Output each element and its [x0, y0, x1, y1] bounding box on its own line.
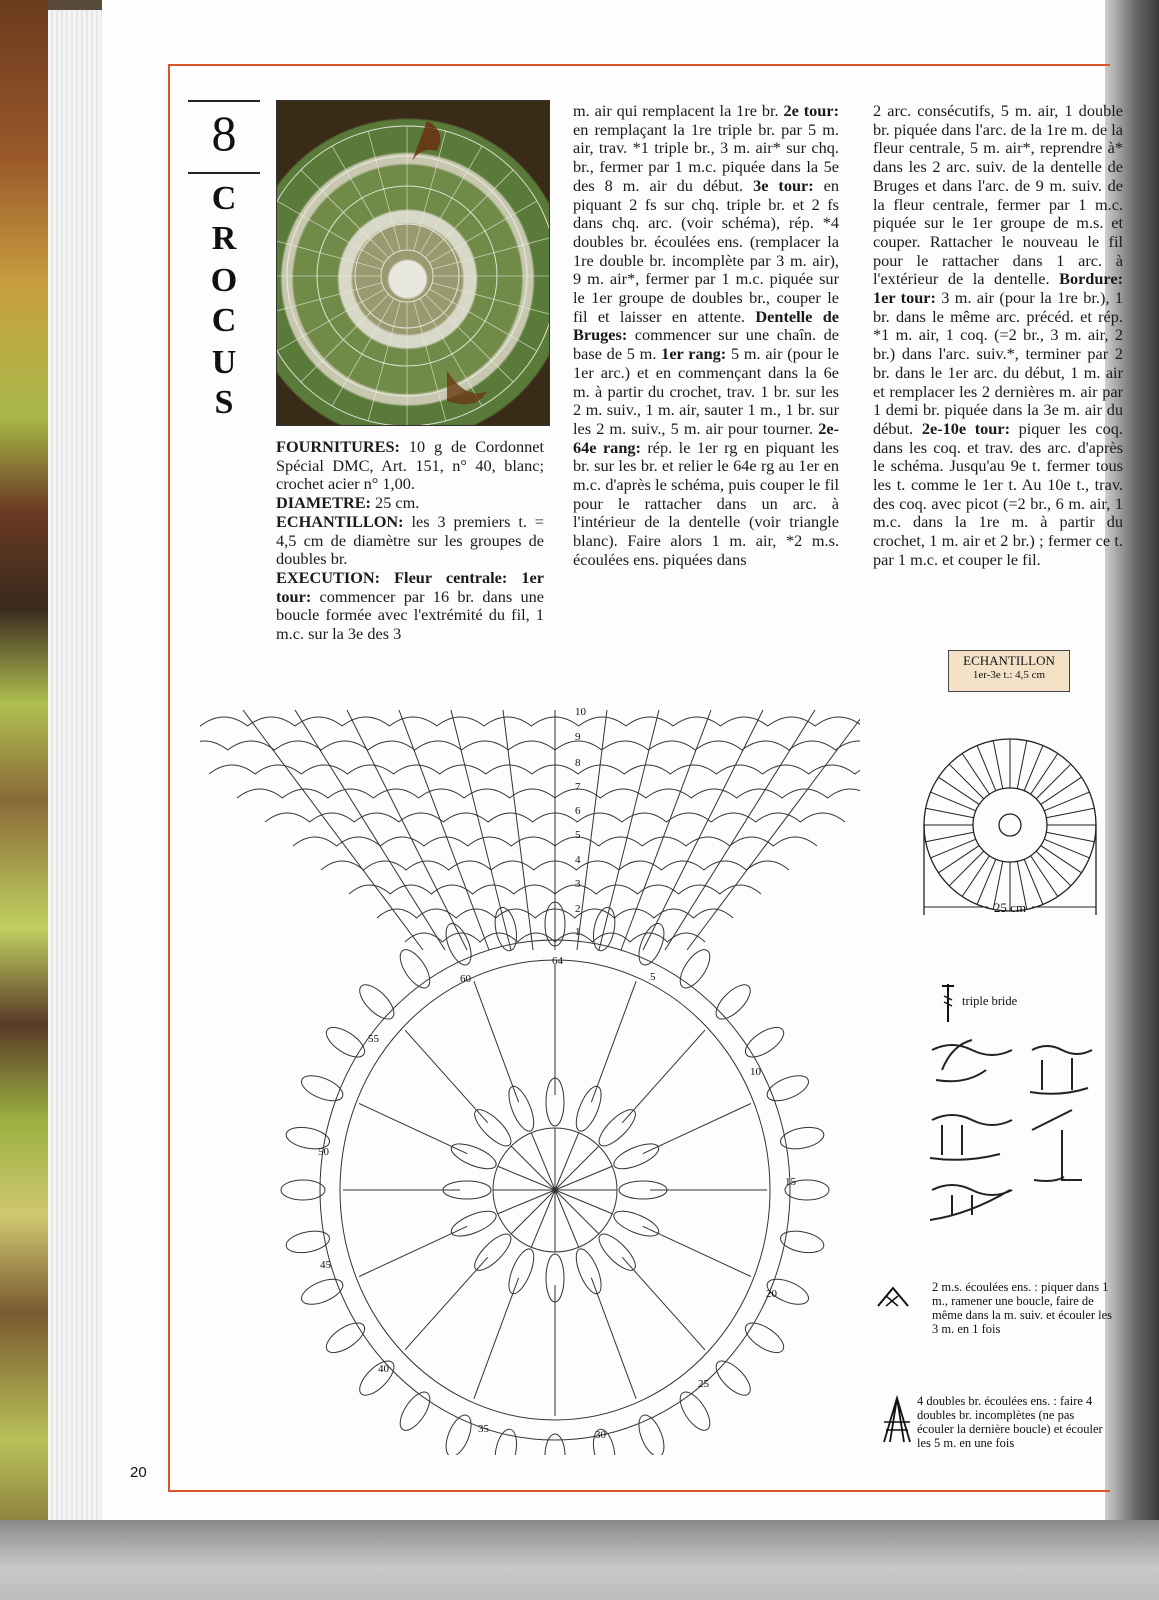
- col2-text: rép. le 1er rg en piquant les br. sur les br. et relier le 64e rg au 1er en m.c. d'après le schéma, puis couper le fil pour le rattacher dans un arc. à l'intérieur de la dentelle (voir triangle blanc). Faire alors 1 m. air, *2 m.s. écoulées ens. piquées dans: [573, 437, 839, 569]
- fan-bride-column: [295, 710, 445, 950]
- photo-lace-spoke: [277, 237, 382, 269]
- number-rule-top: [188, 100, 260, 102]
- photo-lace-spoke: [332, 299, 394, 406]
- lace-loop: [545, 1434, 565, 1455]
- title-letter: S: [214, 384, 234, 421]
- fan-bride-column: [665, 710, 815, 950]
- lace-loop: [711, 1355, 756, 1400]
- flower-petal: [504, 1246, 539, 1297]
- col2-text: commencer sur une chaîn. de base de 5 m.: [573, 325, 839, 364]
- lace-loop: [674, 945, 715, 993]
- instructions-column-3: [873, 102, 1123, 622]
- flower-petal: [469, 1104, 516, 1151]
- diameter-spoke: [993, 741, 1003, 789]
- photo-lace-spoke: [414, 301, 446, 421]
- web-chain: [643, 1104, 751, 1154]
- photo-lace-spoke: [430, 289, 537, 351]
- triple-bride-label: triple bride: [962, 994, 1018, 1008]
- flower-petal: [448, 1139, 499, 1174]
- triple-bride-icon: [938, 982, 958, 1024]
- flower-stitch: [511, 1190, 555, 1234]
- title-letter: C: [211, 302, 237, 339]
- chart-ring-label: 30: [595, 1429, 606, 1441]
- pattern-number: 8: [211, 105, 237, 161]
- chart-row-label: 3: [575, 878, 581, 890]
- fournitures-text: 10 g de Cordonnet Spécial DMC, Art. 151, n° 40, blanc; crochet acier n° 1,00.: [276, 437, 544, 494]
- web-chain: [474, 981, 519, 1102]
- materials-column: [276, 438, 544, 644]
- chart-ring-label: 55: [368, 1033, 379, 1045]
- tour1-text: commencer par 16 br. dans une boucle formée avec l'extrémité du fil, 1 m.c. sur la 3e des 3: [276, 586, 544, 644]
- lace-loop: [298, 1071, 346, 1106]
- flower-stitch: [511, 1146, 555, 1190]
- web-chain: [591, 1278, 636, 1399]
- web-chain: [643, 1226, 751, 1276]
- chart-ring-label: 25: [698, 1378, 709, 1390]
- photo-lace-spoke: [301, 170, 389, 258]
- diameter-spoke: [1041, 777, 1082, 804]
- chart-ring-label: 35: [478, 1423, 489, 1435]
- diameter-spoke: [949, 851, 984, 886]
- fan-bride-column: [243, 710, 423, 950]
- diametre-label: DIAMETRE:: [276, 493, 371, 513]
- diameter-spoke: [1017, 741, 1027, 789]
- diameter-spoke: [949, 764, 984, 799]
- lace-loop: [322, 1022, 370, 1063]
- lace-loop: [779, 1124, 826, 1152]
- col3-text: 2 arc. consécutifs, 5 m. air, 1 double br. piquée dans l'arc. de la 1re m. de la fleur centrale, 5 m. air*, reprendre à* dans les 2 arc. suiv. de la dentelle de Bruges et dans l'arc. de 9 m. suiv. de la fleur centrale, fermer par 1 m.c. piquée sur le 1er groupe de m.s. et couper. Rattacher le nouveau le fil pour le rattacher dans 1 arc. à l'extérieur de la dentelle.: [873, 102, 1123, 289]
- flower-stitch: [555, 1190, 599, 1234]
- lace-loop: [741, 1022, 789, 1063]
- diameter-spoke: [1036, 764, 1071, 799]
- chart-ring-label: 10: [750, 1066, 761, 1078]
- chart-row-label: 9: [575, 731, 581, 743]
- photo-lace-spoke: [277, 201, 384, 263]
- col3-text: piquer les coq. dans les coq. et trav. des arc. d'après le schéma. Jusqu'au 9e t. fermer tous les t. comme le 1er t. Au 10e t., trav. des coq. avec picot (=2 br., 6 m. air, 1 m.c. dans la 1re m. à partir du crochet, 1 m. air et 2 br.) ; fermer ce t. par 1 m.c. et couper le fil.: [873, 418, 1123, 569]
- chart-ring-label: 64: [552, 955, 563, 967]
- diameter-spoke: [1031, 856, 1058, 897]
- fan-chain-row: [200, 717, 860, 726]
- lace-loop: [354, 979, 399, 1024]
- chart-ring-label: 45: [320, 1259, 331, 1271]
- fan-bride-column: [643, 710, 763, 950]
- lace-loop: [634, 920, 669, 968]
- web-chain: [622, 1257, 705, 1350]
- title-letter: U: [211, 344, 237, 381]
- diameter-spoke: [1024, 746, 1043, 791]
- flower-petal: [469, 1229, 516, 1276]
- lace-loop: [741, 1317, 789, 1358]
- lace-loop: [394, 1387, 435, 1435]
- tour1-label: 1er tour:: [276, 567, 544, 606]
- fan-chain-row: [237, 789, 860, 798]
- col2-bruges-label: Dentelle de Bruges:: [573, 306, 839, 345]
- crochet-chart-diagram: [200, 680, 860, 1455]
- flower-stitch: [555, 1146, 599, 1190]
- photo-lace-spoke: [430, 201, 537, 263]
- col2-rang1-label: 1er rang:: [661, 344, 727, 364]
- two-ms-legend-text: 2 m.s. écoulées ens. : piquer dans 1 m., ramener une boucle, faire de même dans la m. suiv. et écouler les 3 m. en 1 fois: [932, 1280, 1113, 1336]
- scanner-background: [0, 1520, 1159, 1600]
- sample-size-box: [948, 650, 1070, 692]
- title-letter: O: [210, 262, 238, 299]
- diameter-spoke: [938, 846, 979, 873]
- diameter-spoke: [1024, 859, 1043, 904]
- lace-loop: [711, 979, 756, 1024]
- diameter-spoke: [1031, 753, 1058, 794]
- lace-loop: [322, 1317, 370, 1358]
- chart-ring-label: 50: [318, 1146, 329, 1158]
- doily-photo: [276, 100, 550, 426]
- photo-lace-spoke: [277, 283, 382, 315]
- flower-petal: [594, 1229, 641, 1276]
- col2-tour2-label: 2e tour:: [783, 101, 839, 120]
- flower-petal: [611, 1139, 662, 1174]
- diameter-spoke: [1046, 808, 1094, 818]
- col3-text: 3 m. air (pour la 1re br.), 1 br. dans le même arc. précéd. et rép. *1 m. air, 1 coq. (=2 br., 3 m. air, 2 br.) dans l'arc. suiv.*, terminer par 2 br. dans le 1er arc. du début, 1 m. air et remplacer les 2 dernières m. air par 1 demi br. piquée dans la 3e m. air du début.: [873, 288, 1123, 438]
- fan-bride-column: [577, 710, 607, 950]
- diameter-label: 25 cm: [993, 900, 1027, 915]
- lace-loop: [764, 1071, 812, 1106]
- fan-bride-column: [503, 710, 533, 950]
- flower-petal: [571, 1083, 606, 1134]
- chart-ring-label: 5: [650, 971, 656, 983]
- col2-rang2-label: 2e-64e rang:: [573, 418, 839, 457]
- title-letter: C: [211, 180, 237, 217]
- chart-row-label: 8: [575, 757, 581, 769]
- col3-tour2-label: 2e-10e tour:: [921, 418, 1010, 438]
- flower-petal: [571, 1246, 606, 1297]
- diameter-spoke: [931, 792, 976, 811]
- lace-loop: [394, 945, 435, 993]
- two-ms-decrease-icon: [876, 1284, 910, 1310]
- page-number: 20: [130, 1464, 147, 1481]
- chart-row-label: 5: [575, 829, 581, 841]
- flower-petal: [504, 1083, 539, 1134]
- diameter-spoke: [1044, 839, 1089, 858]
- web-chain: [591, 981, 636, 1102]
- chart-row-label: 6: [575, 805, 581, 817]
- col2-text: en piquant 2 fs sur chq. triple br. et 2 fs dans chq. arc. (voir schéma), rép. *4 doubles br. écoulées ens. (remplacer la 1re double br. incomplète par 3 m. air), 9 m. air*, fermer par 1 m.c. piquée sur le 1er groupe de doubles br., couper le fil et laisser en attente.: [573, 175, 840, 326]
- web-chain: [359, 1226, 467, 1276]
- lace-loop: [779, 1228, 826, 1256]
- photo-lace-spoke: [332, 146, 394, 253]
- col2-text: en remplaçant la 1re triple br. par 5 m. air, trav. *1 triple br., 3 m. air* sur chq. br., fermer par 1 m.c. piquée dans la 5e des 8 m. air du début.: [573, 119, 839, 195]
- col2-tour3-label: 3e tour:: [753, 175, 814, 195]
- title-letter: R: [211, 220, 237, 257]
- adjacent-page-photo-strip: [0, 0, 48, 1600]
- fan-bride-column: [621, 710, 711, 950]
- lace-loop: [284, 1228, 331, 1256]
- echantillon-text: les 3 premiers t. = 4,5 cm de diamètre sur les groupes de doubles br.: [276, 511, 544, 569]
- fan-chain-row: [209, 765, 860, 774]
- chart-row-label: 4: [575, 854, 581, 866]
- diameter-spoke: [977, 859, 996, 904]
- chart-ring-label: 40: [378, 1363, 389, 1375]
- photo-lace-spoke: [301, 294, 389, 382]
- photo-lace-spoke: [277, 289, 384, 351]
- diametre-text: 25 cm.: [370, 493, 420, 513]
- chart-row-label: 2: [575, 903, 581, 915]
- sample-subtitle: 1er-3e t.: 4,5 cm: [972, 669, 1046, 681]
- book-page-edges: [48, 10, 108, 1540]
- diameter-spoke: [1036, 851, 1071, 886]
- fan-chain-row: [200, 741, 860, 750]
- diameter-spoke: [962, 856, 989, 897]
- fan-bride-column: [687, 710, 860, 950]
- diameter-spoke: [977, 746, 996, 791]
- lace-loop: [674, 1387, 715, 1435]
- photo-lace-spoke: [425, 294, 513, 382]
- photo-lace-spoke: [425, 170, 513, 258]
- lace-loop: [634, 1412, 669, 1455]
- lace-loop: [298, 1274, 346, 1309]
- photo-lace-spoke: [420, 146, 482, 253]
- chart-row-label: 10: [575, 706, 586, 718]
- web-chain: [405, 1030, 488, 1123]
- photo-lace-spoke: [368, 301, 400, 421]
- fan-bride-column: [347, 710, 467, 950]
- web-chain: [622, 1030, 705, 1123]
- four-doubles-decrease-icon: [880, 1394, 914, 1446]
- chart-ring-label: 60: [460, 973, 471, 985]
- col3-bordure-label: Bordure: 1er tour:: [873, 269, 1123, 308]
- web-chain: [359, 1104, 467, 1154]
- diameter-spoke: [1046, 832, 1094, 842]
- lace-loop: [441, 920, 476, 968]
- flower-petal: [448, 1206, 499, 1241]
- diameter-spoke: [1044, 792, 1089, 811]
- web-chain: [474, 1278, 519, 1399]
- web-chain: [405, 1257, 488, 1350]
- execution-label: EXECUTION: Fleur centrale:: [276, 567, 508, 587]
- col2-text: 5 m. air (pour le 1er arc.) et en commençant dans la 6e m. à partir du crochet, trav. 1 br. sur les 2 m. suiv., 1 m. air, sauter 1 m., 1 br. sur les 2 m. suiv., 5 m. air pour tourner.: [573, 344, 839, 438]
- number-rule-bottom: [188, 172, 260, 174]
- diameter-spoke: [926, 832, 974, 842]
- diameter-diagram: [910, 725, 1110, 925]
- chart-ring-label: 20: [766, 1288, 777, 1300]
- lace-loop: [354, 1355, 399, 1400]
- lace-loop: [281, 1180, 325, 1200]
- lace-loop: [441, 1412, 476, 1455]
- flower-petal: [611, 1206, 662, 1241]
- diameter-spoke: [931, 839, 976, 858]
- diameter-spoke: [938, 777, 979, 804]
- fan-bride-column: [399, 710, 489, 950]
- instructions-column-2: [573, 102, 839, 570]
- sample-title: ECHANTILLON: [963, 653, 1055, 668]
- fournitures-label: FOURNITURES:: [276, 437, 400, 456]
- photo-lace-spoke: [368, 131, 400, 251]
- echantillon-label: ECHANTILLON:: [276, 511, 404, 531]
- diameter-spoke: [926, 808, 974, 818]
- four-doubles-legend-text: 4 doubles br. écoulées ens. : faire 4 doubles br. incomplètes (ne pas écouler la dernière boucle) et écouler les 5 m. en une fois: [917, 1394, 1103, 1450]
- diameter-spoke: [1041, 846, 1082, 873]
- chart-row-label: 7: [575, 781, 581, 793]
- chart-ring-label: 15: [785, 1176, 796, 1188]
- stitch-illustrations: [922, 1030, 1102, 1230]
- flower-petal: [594, 1104, 641, 1151]
- col2-text: m. air qui remplacent la 1re br.: [573, 101, 779, 120]
- chart-row-label: 1: [575, 926, 581, 938]
- diameter-spoke: [962, 753, 989, 794]
